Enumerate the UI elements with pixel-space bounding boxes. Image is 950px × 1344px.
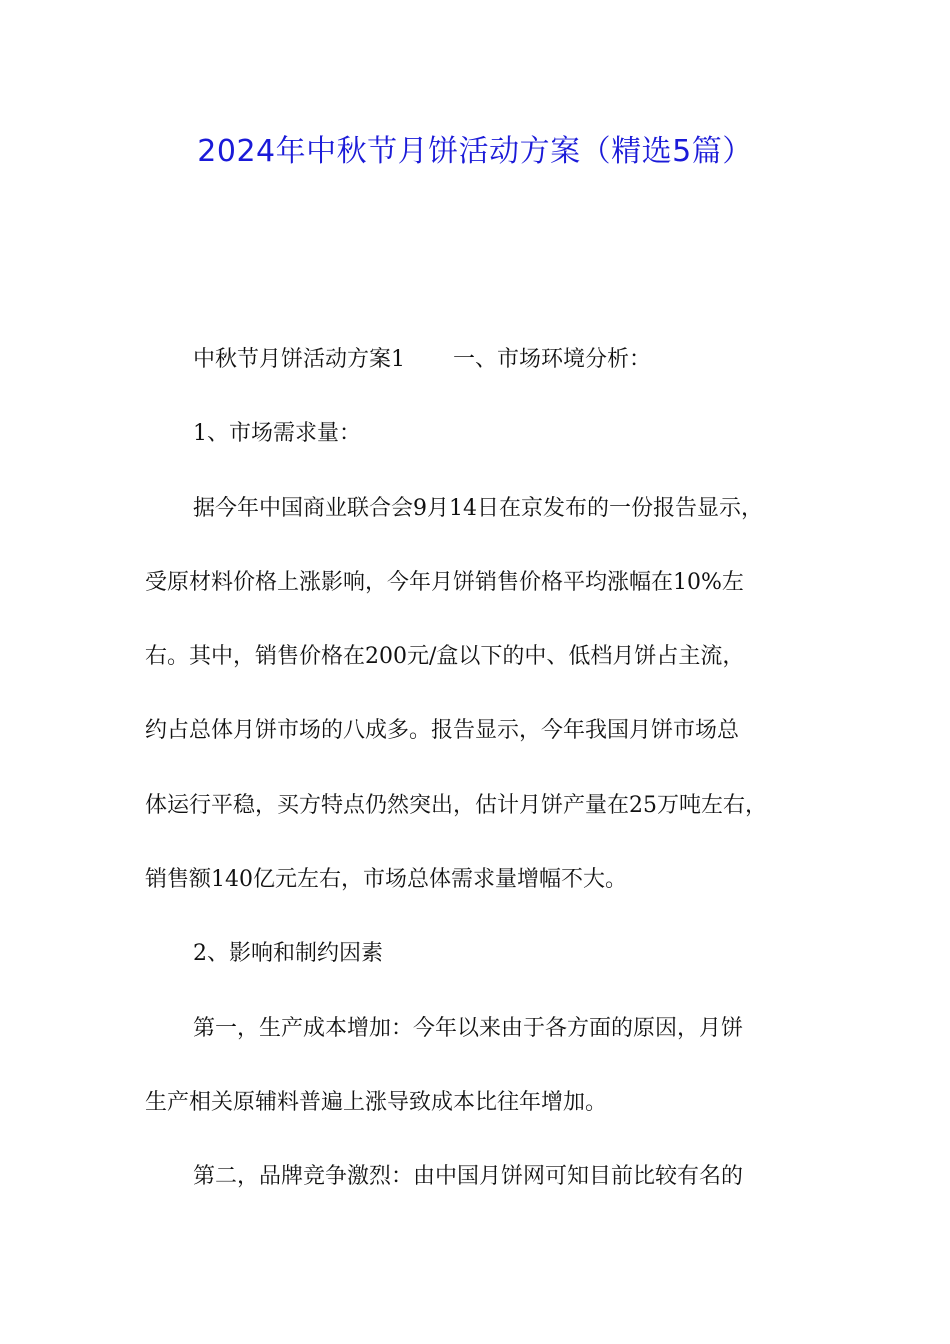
- paragraph-line: 1、市场需求量：: [193, 421, 361, 447]
- paragraph-line: [145, 336, 813, 410]
- paragraph-line: 第二，品牌竞争激烈：由中国月饼网可知目前比较有名的: [193, 1164, 744, 1190]
- paragraph-line: 第一，生产成本增加：今年以来由于各方面的原因，月饼: [193, 1015, 744, 1041]
- paragraph-line: 约占总体月饼市场的八成多。报告显示，今年我国月饼市场总: [145, 718, 740, 744]
- document-title: 2024年中秋节月饼活动方案（精选5篇）: [197, 134, 753, 169]
- section-heading: 中秋节月饼活动方案1: [193, 347, 405, 372]
- paragraph-line: 销售额140亿元左右，市场总体需求量增幅不大。: [145, 867, 627, 893]
- document-body: [145, 336, 813, 1228]
- paragraph-line: 受原材料价格上涨影响，今年月饼销售价格平均涨幅在10%左: [145, 569, 744, 595]
- paragraph-line: 体运行平稳，买方特点仍然突出，估计月饼产量在25万吨左右，: [145, 792, 767, 818]
- paragraph-line: 2、影响和制约因素: [193, 941, 383, 967]
- section-subheading: 一、市场环境分析：: [453, 347, 652, 372]
- paragraph-line: 生产相关原辅料普遍上涨导致成本比往年增加。: [145, 1089, 608, 1115]
- paragraph-line: 右。其中，销售价格在200元/盒以下的中、低档月饼占主流，: [145, 644, 745, 670]
- paragraph-line: 据今年中国商业联合会9月14日在京发布的一份报告显示，: [193, 495, 763, 521]
